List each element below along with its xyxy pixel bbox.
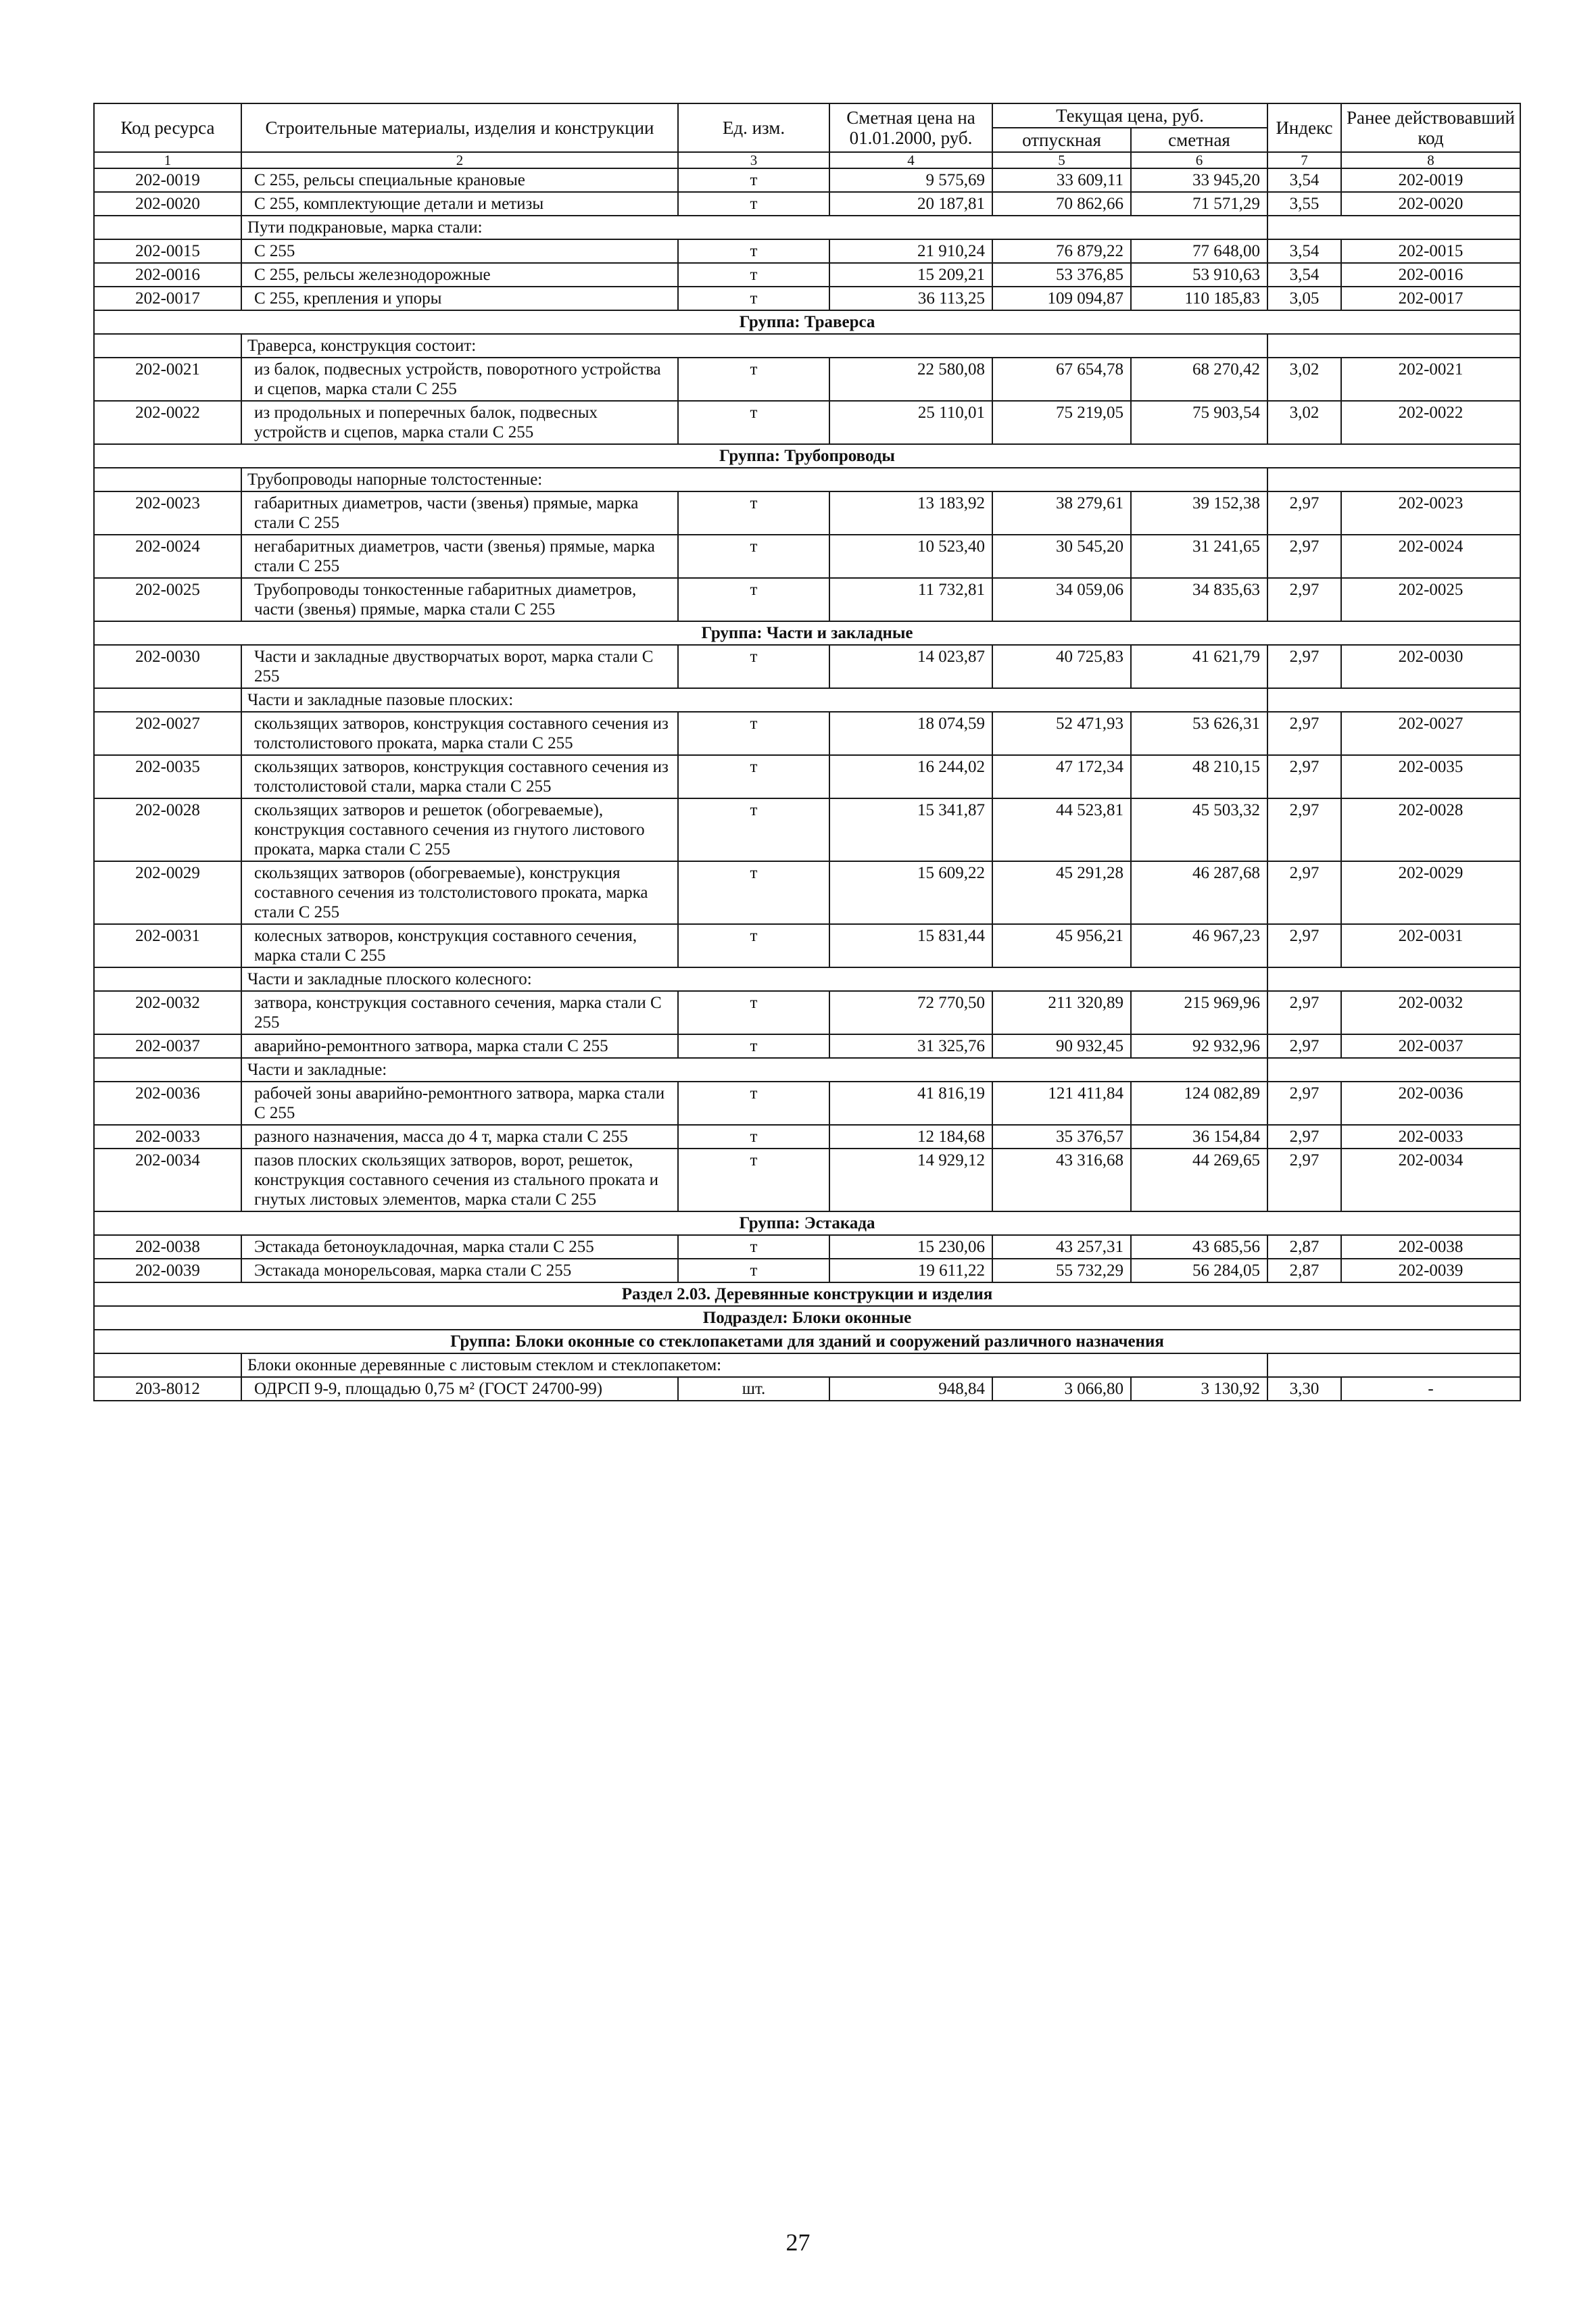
previous-code: 202-0023 (1341, 491, 1520, 535)
header-code: Код ресурса (94, 103, 241, 152)
base-price: 11 732,81 (829, 578, 992, 621)
wholesale-price: 70 862,66 (992, 192, 1131, 216)
material-name: С 255, рельсы железнодорожные (241, 263, 678, 287)
previous-code: 202-0032 (1341, 991, 1520, 1034)
resource-code: 202-0016 (94, 263, 241, 287)
unit: т (678, 861, 829, 924)
base-price: 13 183,92 (829, 491, 992, 535)
wholesale-price: 30 545,20 (992, 535, 1131, 578)
resource-code: 202-0030 (94, 645, 241, 688)
price-index: 2,97 (1267, 798, 1341, 861)
resource-code: 202-0020 (94, 192, 241, 216)
wholesale-price: 211 320,89 (992, 991, 1131, 1034)
previous-code: 202-0031 (1341, 924, 1520, 967)
previous-code: 202-0025 (1341, 578, 1520, 621)
wholesale-price: 45 956,21 (992, 924, 1131, 967)
resource-code: 202-0037 (94, 1034, 241, 1058)
previous-code: 202-0015 (1341, 239, 1520, 263)
wholesale-price: 38 279,61 (992, 491, 1131, 535)
table-row (94, 239, 1520, 263)
unit: т (678, 192, 829, 216)
base-price: 948,84 (829, 1377, 992, 1401)
base-price: 22 580,08 (829, 358, 992, 401)
previous-code: 202-0028 (1341, 798, 1520, 861)
price-index: 2,97 (1267, 991, 1341, 1034)
table-row (94, 1235, 1520, 1259)
resource-code: 202-0015 (94, 239, 241, 263)
base-price: 14 929,12 (829, 1149, 992, 1211)
resource-code: 202-0033 (94, 1125, 241, 1149)
table-row (94, 1125, 1520, 1149)
subgroup-label: Части и закладные пазовые плоских: (241, 688, 1267, 712)
material-name: затвора, конструкция составного сечения, марка стали С 255 (241, 991, 678, 1034)
wholesale-price: 43 316,68 (992, 1149, 1131, 1211)
unit: т (678, 1259, 829, 1282)
unit: т (678, 358, 829, 401)
estimate-price: 71 571,29 (1131, 192, 1267, 216)
estimate-price: 48 210,15 (1131, 755, 1267, 798)
subgroup-row (94, 967, 1520, 991)
table-row (94, 1259, 1520, 1282)
resource-code: 202-0021 (94, 358, 241, 401)
material-name: рабочей зоны аварийно-ремонтного затвора, марка стали С 255 (241, 1082, 678, 1125)
table-row (94, 401, 1520, 444)
wholesale-price: 47 172,34 (992, 755, 1131, 798)
price-index: 3,55 (1267, 192, 1341, 216)
base-price: 12 184,68 (829, 1125, 992, 1149)
material-name: С 255, рельсы специальные крановые (241, 168, 678, 192)
table-row (94, 1149, 1520, 1211)
table-row (94, 1082, 1520, 1125)
group-heading-row (94, 444, 1520, 468)
column-number: 6 (1131, 152, 1267, 168)
subgroup-spacer (1267, 1058, 1520, 1082)
subgroup-label: Части и закладные плоского колесного: (241, 967, 1267, 991)
unit: т (678, 1235, 829, 1259)
price-index: 2,97 (1267, 645, 1341, 688)
wholesale-price: 3 066,80 (992, 1377, 1131, 1401)
subgroup-spacer (1267, 967, 1520, 991)
resource-code: 202-0032 (94, 991, 241, 1034)
table-row (94, 535, 1520, 578)
wholesale-price: 44 523,81 (992, 798, 1131, 861)
previous-code: 202-0030 (1341, 645, 1520, 688)
wholesale-price: 75 219,05 (992, 401, 1131, 444)
material-name: С 255, комплектующие детали и метизы (241, 192, 678, 216)
resource-code: 202-0031 (94, 924, 241, 967)
wholesale-price: 45 291,28 (992, 861, 1131, 924)
price-index: 2,97 (1267, 1034, 1341, 1058)
group-title: Группа: Части и закладные (94, 621, 1520, 645)
base-price: 15 230,06 (829, 1235, 992, 1259)
previous-code: 202-0038 (1341, 1235, 1520, 1259)
wholesale-price: 34 059,06 (992, 578, 1131, 621)
previous-code: - (1341, 1377, 1520, 1401)
unit: т (678, 1034, 829, 1058)
estimate-price: 31 241,65 (1131, 535, 1267, 578)
resource-code: 202-0023 (94, 491, 241, 535)
column-number: 5 (992, 152, 1131, 168)
price-table (93, 103, 1521, 1401)
unit: т (678, 535, 829, 578)
subgroup-label: Блоки оконные деревянные с листовым стеклом и стеклопакетом: (241, 1353, 1267, 1377)
unit: т (678, 168, 829, 192)
material-name: из балок, подвесных устройств, поворотного устройства и сцепов, марка стали С 255 (241, 358, 678, 401)
column-number: 1 (94, 152, 241, 168)
wholesale-price: 90 932,45 (992, 1034, 1131, 1058)
subgroup-spacer (1267, 688, 1520, 712)
subgroup-spacer (1267, 468, 1520, 491)
price-index: 3,54 (1267, 263, 1341, 287)
estimate-price: 46 287,68 (1131, 861, 1267, 924)
price-index: 2,97 (1267, 1125, 1341, 1149)
groupwide-heading-row (94, 1330, 1520, 1353)
estimate-price: 43 685,56 (1131, 1235, 1267, 1259)
subgroup-spacer (94, 1353, 241, 1377)
base-price: 41 816,19 (829, 1082, 992, 1125)
header-wholesale: отпускная (992, 128, 1131, 152)
column-numbers-row (94, 152, 1520, 168)
base-price: 18 074,59 (829, 712, 992, 755)
material-name: скользящих затворов и решеток (обогреваемые), конструкция составного сечения из гнутого листового проката, марка стали С 255 (241, 798, 678, 861)
subsection-heading-row (94, 1306, 1520, 1330)
previous-code: 202-0021 (1341, 358, 1520, 401)
base-price: 15 341,87 (829, 798, 992, 861)
estimate-price: 3 130,92 (1131, 1377, 1267, 1401)
page-number: 27 (785, 2229, 811, 2256)
unit: т (678, 491, 829, 535)
resource-code: 202-0019 (94, 168, 241, 192)
column-number: 8 (1341, 152, 1520, 168)
resource-code: 203-8012 (94, 1377, 241, 1401)
subgroup-label: Траверса, конструкция состоит: (241, 334, 1267, 358)
unit: т (678, 1125, 829, 1149)
table-row (94, 287, 1520, 310)
subgroup-row (94, 334, 1520, 358)
subgroup-spacer (94, 688, 241, 712)
header-unit: Ед. изм. (678, 103, 829, 152)
unit: т (678, 991, 829, 1034)
header-estimate: сметная (1131, 128, 1267, 152)
group-title: Группа: Трубопроводы (94, 444, 1520, 468)
table-row (94, 491, 1520, 535)
base-price: 20 187,81 (829, 192, 992, 216)
previous-code: 202-0016 (1341, 263, 1520, 287)
resource-code: 202-0017 (94, 287, 241, 310)
estimate-price: 77 648,00 (1131, 239, 1267, 263)
base-price: 14 023,87 (829, 645, 992, 688)
subsection-title: Подраздел: Блоки оконные (94, 1306, 1520, 1330)
wholesale-price: 43 257,31 (992, 1235, 1131, 1259)
previous-code: 202-0037 (1341, 1034, 1520, 1058)
subgroup-spacer (1267, 216, 1520, 239)
group-title: Группа: Эстакада (94, 1211, 1520, 1235)
estimate-price: 36 154,84 (1131, 1125, 1267, 1149)
previous-code: 202-0017 (1341, 287, 1520, 310)
resource-code: 202-0036 (94, 1082, 241, 1125)
table-header-row (94, 103, 1520, 128)
price-index: 2,97 (1267, 491, 1341, 535)
header-base-price: Сметная цена на 01.01.2000, руб. (829, 103, 992, 152)
material-name: аварийно-ремонтного затвора, марка стали С 255 (241, 1034, 678, 1058)
previous-code: 202-0027 (1341, 712, 1520, 755)
resource-code: 202-0022 (94, 401, 241, 444)
base-price: 19 611,22 (829, 1259, 992, 1282)
base-price: 31 325,76 (829, 1034, 992, 1058)
material-name: ОДРСП 9-9, площадью 0,75 м² (ГОСТ 24700-99) (241, 1377, 678, 1401)
material-name: Трубопроводы тонкостенные габаритных диаметров, части (звенья) прямые, марка стали С 255 (241, 578, 678, 621)
estimate-price: 53 910,63 (1131, 263, 1267, 287)
subgroup-row (94, 216, 1520, 239)
wholesale-price: 76 879,22 (992, 239, 1131, 263)
subgroup-row (94, 468, 1520, 491)
estimate-price: 56 284,05 (1131, 1259, 1267, 1282)
estimate-price: 33 945,20 (1131, 168, 1267, 192)
resource-code: 202-0024 (94, 535, 241, 578)
table-row (94, 861, 1520, 924)
base-price: 15 831,44 (829, 924, 992, 967)
header-index: Индекс (1267, 103, 1341, 152)
subgroup-spacer (94, 468, 241, 491)
material-name: колесных затворов, конструкция составного сечения, марка стали С 255 (241, 924, 678, 967)
previous-code: 202-0022 (1341, 401, 1520, 444)
unit: т (678, 1149, 829, 1211)
column-number: 3 (678, 152, 829, 168)
wholesale-price: 109 094,87 (992, 287, 1131, 310)
wholesale-price: 55 732,29 (992, 1259, 1131, 1282)
price-index: 2,97 (1267, 755, 1341, 798)
table-row (94, 192, 1520, 216)
column-number: 2 (241, 152, 678, 168)
wholesale-price: 53 376,85 (992, 263, 1131, 287)
estimate-price: 124 082,89 (1131, 1082, 1267, 1125)
price-index: 3,30 (1267, 1377, 1341, 1401)
wholesale-price: 67 654,78 (992, 358, 1131, 401)
wholesale-price: 40 725,83 (992, 645, 1131, 688)
group-heading-row (94, 310, 1520, 334)
material-name: скользящих затворов, конструкция составного сечения из толстолистовой стали, марка стали С 255 (241, 755, 678, 798)
unit: т (678, 578, 829, 621)
unit: т (678, 645, 829, 688)
price-index: 2,97 (1267, 924, 1341, 967)
estimate-price: 92 932,96 (1131, 1034, 1267, 1058)
estimate-price: 46 967,23 (1131, 924, 1267, 967)
base-price: 10 523,40 (829, 535, 992, 578)
subgroup-row (94, 688, 1520, 712)
estimate-price: 34 835,63 (1131, 578, 1267, 621)
section-heading-row (94, 1282, 1520, 1306)
wholesale-price: 33 609,11 (992, 168, 1131, 192)
price-index: 2,97 (1267, 535, 1341, 578)
estimate-price: 53 626,31 (1131, 712, 1267, 755)
material-name: негабаритных диаметров, части (звенья) прямые, марка стали С 255 (241, 535, 678, 578)
unit: т (678, 401, 829, 444)
price-index: 2,87 (1267, 1235, 1341, 1259)
table-row (94, 991, 1520, 1034)
subgroup-spacer (94, 967, 241, 991)
header-current-price: Текущая цена, руб. (992, 103, 1267, 128)
resource-code: 202-0034 (94, 1149, 241, 1211)
unit: т (678, 1082, 829, 1125)
previous-code: 202-0029 (1341, 861, 1520, 924)
subgroup-spacer (1267, 334, 1520, 358)
price-index: 3,05 (1267, 287, 1341, 310)
price-index: 2,97 (1267, 1082, 1341, 1125)
material-name: скользящих затворов (обогреваемые), конструкция составного сечения из толстолистового проката, марка стали С 255 (241, 861, 678, 924)
price-index: 2,97 (1267, 861, 1341, 924)
material-name: Эстакада бетоноукладочная, марка стали С 255 (241, 1235, 678, 1259)
resource-code: 202-0028 (94, 798, 241, 861)
resource-code: 202-0029 (94, 861, 241, 924)
unit: т (678, 239, 829, 263)
material-name: разного назначения, масса до 4 т, марка стали С 255 (241, 1125, 678, 1149)
column-number: 4 (829, 152, 992, 168)
wholesale-price: 35 376,57 (992, 1125, 1131, 1149)
estimate-price: 45 503,32 (1131, 798, 1267, 861)
unit: шт. (678, 1377, 829, 1401)
subgroup-spacer (94, 334, 241, 358)
base-price: 15 609,22 (829, 861, 992, 924)
unit: т (678, 798, 829, 861)
material-name: Эстакада монорельсовая, марка стали С 255 (241, 1259, 678, 1282)
price-index: 3,54 (1267, 168, 1341, 192)
previous-code: 202-0033 (1341, 1125, 1520, 1149)
resource-code: 202-0039 (94, 1259, 241, 1282)
subgroup-row (94, 1353, 1520, 1377)
resource-code: 202-0035 (94, 755, 241, 798)
unit: т (678, 287, 829, 310)
table-row (94, 1377, 1520, 1401)
material-name: скользящих затворов, конструкция составного сечения из толстолистового проката, марка стали С 255 (241, 712, 678, 755)
base-price: 9 575,69 (829, 168, 992, 192)
column-number: 7 (1267, 152, 1341, 168)
previous-code: 202-0036 (1341, 1082, 1520, 1125)
resource-code: 202-0038 (94, 1235, 241, 1259)
subgroup-label: Части и закладные: (241, 1058, 1267, 1082)
header-prev-code: Ранее действовавший код (1341, 103, 1520, 152)
table-row (94, 645, 1520, 688)
estimate-price: 41 621,79 (1131, 645, 1267, 688)
base-price: 21 910,24 (829, 239, 992, 263)
price-index: 2,87 (1267, 1259, 1341, 1282)
price-index: 3,02 (1267, 401, 1341, 444)
previous-code: 202-0039 (1341, 1259, 1520, 1282)
group-title: Группа: Траверса (94, 310, 1520, 334)
table-row (94, 263, 1520, 287)
material-name: габаритных диаметров, части (звенья) прямые, марка стали С 255 (241, 491, 678, 535)
table-row (94, 1034, 1520, 1058)
header-name: Строительные материалы, изделия и конструкции (241, 103, 678, 152)
subgroup-label: Пути подкрановые, марка стали: (241, 216, 1267, 239)
table-row (94, 358, 1520, 401)
estimate-price: 110 185,83 (1131, 287, 1267, 310)
estimate-price: 75 903,54 (1131, 401, 1267, 444)
table-row (94, 578, 1520, 621)
price-index: 2,97 (1267, 1149, 1341, 1211)
estimate-price: 44 269,65 (1131, 1149, 1267, 1211)
unit: т (678, 712, 829, 755)
material-name: из продольных и поперечных балок, подвесных устройств и сцепов, марка стали С 255 (241, 401, 678, 444)
estimate-price: 68 270,42 (1131, 358, 1267, 401)
material-name: С 255 (241, 239, 678, 263)
subgroup-spacer (1267, 1353, 1520, 1377)
price-index: 3,54 (1267, 239, 1341, 263)
subgroup-spacer (94, 216, 241, 239)
table-row (94, 798, 1520, 861)
previous-code: 202-0020 (1341, 192, 1520, 216)
group-heading-row (94, 1211, 1520, 1235)
unit: т (678, 263, 829, 287)
table-row (94, 712, 1520, 755)
estimate-price: 39 152,38 (1131, 491, 1267, 535)
previous-code: 202-0034 (1341, 1149, 1520, 1211)
subgroup-row (94, 1058, 1520, 1082)
price-index: 2,97 (1267, 712, 1341, 755)
resource-code: 202-0025 (94, 578, 241, 621)
price-index: 3,02 (1267, 358, 1341, 401)
base-price: 72 770,50 (829, 991, 992, 1034)
base-price: 36 113,25 (829, 287, 992, 310)
base-price: 25 110,01 (829, 401, 992, 444)
unit: т (678, 755, 829, 798)
base-price: 16 244,02 (829, 755, 992, 798)
material-name: Части и закладные двустворчатых ворот, марка стали С 255 (241, 645, 678, 688)
base-price: 15 209,21 (829, 263, 992, 287)
previous-code: 202-0035 (1341, 755, 1520, 798)
group-heading-row (94, 621, 1520, 645)
wholesale-price: 121 411,84 (992, 1082, 1131, 1125)
previous-code: 202-0019 (1341, 168, 1520, 192)
material-name: пазов плоских скользящих затворов, ворот, решеток, конструкция составного сечения из стального проката и гнутых листовых элементов, марка стали С 255 (241, 1149, 678, 1211)
estimate-price: 215 969,96 (1131, 991, 1267, 1034)
wholesale-price: 52 471,93 (992, 712, 1131, 755)
subgroup-label: Трубопроводы напорные толстостенные: (241, 468, 1267, 491)
table-row (94, 168, 1520, 192)
resource-code: 202-0027 (94, 712, 241, 755)
material-name: С 255, крепления и упоры (241, 287, 678, 310)
price-index: 2,97 (1267, 578, 1341, 621)
subgroup-spacer (94, 1058, 241, 1082)
previous-code: 202-0024 (1341, 535, 1520, 578)
table-row (94, 755, 1520, 798)
table-row (94, 924, 1520, 967)
section-title: Раздел 2.03. Деревянные конструкции и изделия (94, 1282, 1520, 1306)
groupwide-title: Группа: Блоки оконные со стеклопакетами для зданий и сооружений различного назначения (94, 1330, 1520, 1353)
unit: т (678, 924, 829, 967)
